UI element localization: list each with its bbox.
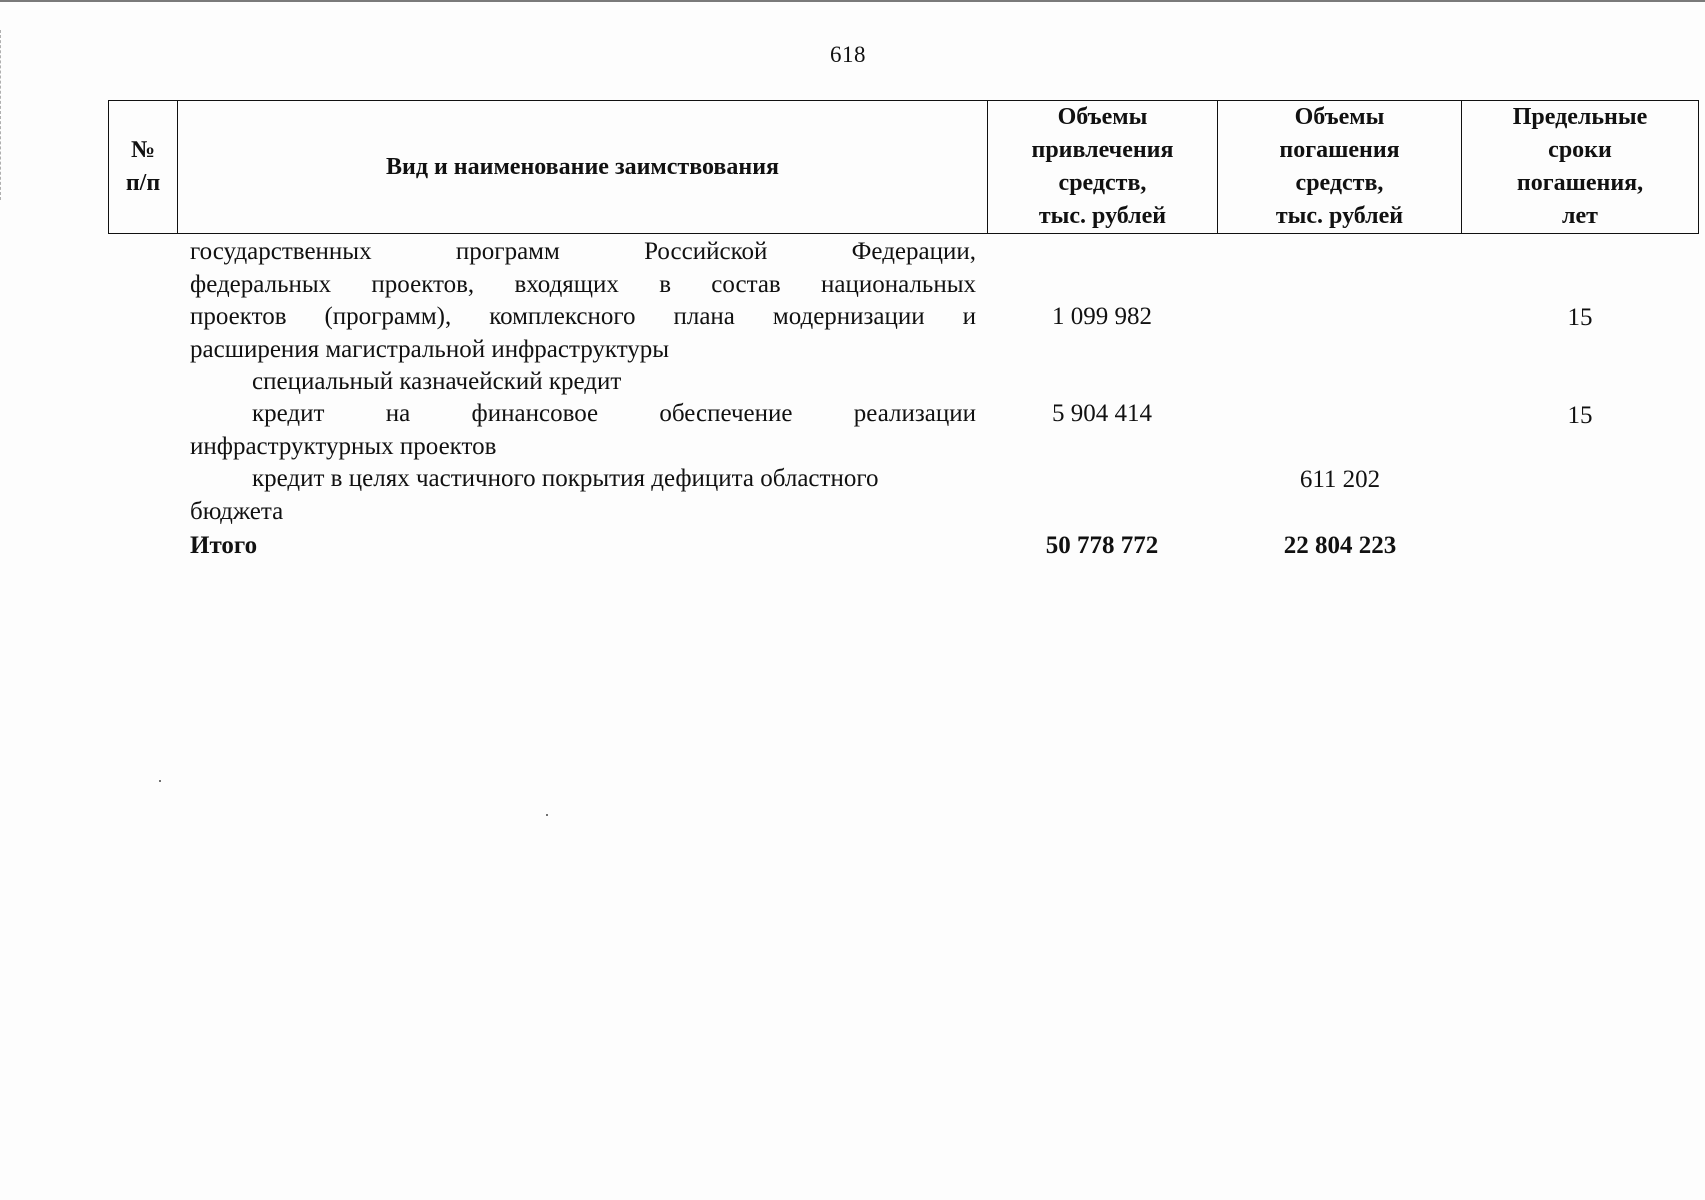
description-text: кредит на финансовое обеспечение реализации (252, 400, 976, 427)
page-number: 618 (830, 42, 866, 67)
header-term-line: лет (1562, 203, 1598, 229)
total-label: Итого (190, 532, 258, 559)
total-repay: 22 804 223 (1283, 532, 1397, 559)
description-line: расширения магистральной инфраструктуры (190, 335, 670, 363)
header-repay-line: средств, (1295, 170, 1384, 196)
scan-speck (159, 780, 161, 782)
table-row-description (190, 236, 976, 366)
header-number-line: п/п (125, 170, 161, 196)
total-raise: 50 778 772 (1045, 532, 1159, 559)
raise-value: 1 099 982 (1052, 303, 1152, 330)
header-raise-line: привлечения (1031, 137, 1174, 163)
raise-value: 5 904 414 (1052, 400, 1152, 427)
term-value: 15 (1567, 402, 1593, 429)
table-row-description (190, 463, 976, 528)
header-repay (1218, 101, 1462, 234)
header-number (109, 101, 178, 234)
scan-edge-left (0, 30, 2, 200)
description-line: бюджета (190, 497, 284, 525)
header-raise-line: тыс. рублей (1038, 203, 1167, 229)
description-line: федеральных проектов, входящих в состав национальных (190, 270, 976, 298)
description-line: инфраструктурных проектов (190, 432, 497, 460)
table-row-description (190, 398, 976, 463)
table-header (108, 100, 1699, 234)
description-line: проектов (программ), комплексного плана модернизации и (190, 303, 976, 331)
description-text: кредит в целях частичного покрытия дефицита областного (252, 465, 879, 492)
description-line (190, 398, 976, 431)
header-repay-line: тыс. рублей (1275, 203, 1404, 229)
header-term-line: сроки (1548, 137, 1612, 163)
scan-edge (0, 0, 1705, 2)
header-number-line: № (130, 137, 156, 163)
description-line (190, 366, 976, 399)
header-raise-line: средств, (1058, 170, 1147, 196)
description-text: специальный казначейский кредит (252, 368, 622, 395)
description-line (190, 463, 976, 496)
header-term-line: Предельные (1512, 104, 1648, 130)
header-repay-line: погашения (1279, 137, 1400, 163)
header-name: Вид и наименование заимствования (178, 101, 988, 234)
header-term (1462, 101, 1699, 234)
term-value: 15 (1567, 304, 1593, 331)
header-raise-line: Объемы (1057, 104, 1148, 130)
header-repay-line: Объемы (1294, 104, 1385, 130)
scan-speck (546, 814, 548, 816)
header-raise (988, 101, 1218, 234)
table-row-description (190, 366, 976, 399)
repay-value: 611 202 (1299, 466, 1381, 493)
description-line: государственных программ Российской Федерации, (190, 238, 976, 265)
header-term-line: погашения, (1516, 170, 1644, 196)
